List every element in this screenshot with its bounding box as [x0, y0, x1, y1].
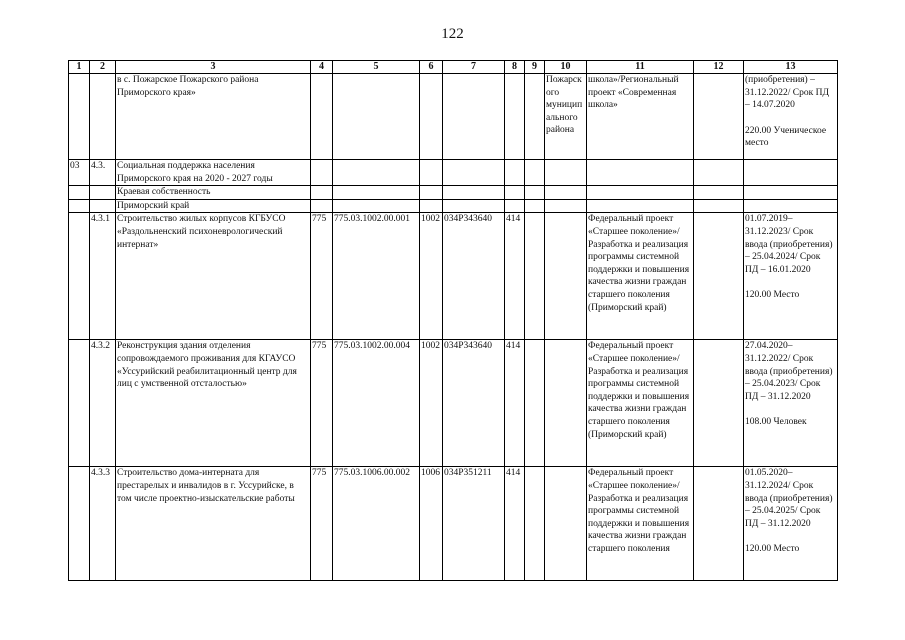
cell-col2: 4.3. — [90, 160, 116, 186]
cell-col12 — [694, 213, 744, 340]
cell-dates — [744, 467, 838, 581]
cell-name: Реконструкция здания отделения сопровождаемого проживания для КГАУСО «Уссурийский реабилитационный центр для лиц с умственной отсталостью» — [116, 340, 311, 467]
cell-col8: 414 — [505, 213, 525, 340]
cell-municipality — [545, 186, 587, 200]
cell-col4: 775 — [311, 340, 333, 467]
cell-col5 — [333, 160, 420, 186]
table-row — [69, 199, 838, 213]
cell-dates-text: 27.04.2020–31.12.2022/ Срок ввода (приобретения) – 25.04.2023/ Срок ПД – 31.12.2020 — [745, 341, 833, 402]
cell-col7: 034Р343640 — [443, 340, 505, 467]
cell-col9 — [525, 199, 545, 213]
cell-col4: 775 — [311, 467, 333, 581]
cell-capacity: 220.00 Ученическое место — [745, 125, 827, 149]
cell-dates — [744, 74, 838, 160]
column-header: 2 — [90, 61, 116, 74]
column-header: 7 — [443, 61, 505, 74]
cell-col5 — [333, 74, 420, 160]
cell-col2: 4.3.1 — [90, 213, 116, 340]
cell-col12 — [694, 340, 744, 467]
cell-col8: 414 — [505, 467, 525, 581]
column-header: 6 — [420, 61, 443, 74]
cell-col4 — [311, 74, 333, 160]
cell-col9 — [525, 186, 545, 200]
cell-dates — [744, 213, 838, 340]
cell-col12 — [694, 467, 744, 581]
column-header: 12 — [694, 61, 744, 74]
cell-col1 — [69, 186, 90, 200]
cell-dates — [744, 186, 838, 200]
table-row — [69, 340, 838, 467]
column-header: 5 — [333, 61, 420, 74]
column-header: 11 — [587, 61, 694, 74]
cell-dates-text: 01.05.2020–31.12.2024/ Срок ввода (приобретения) – 25.04.2025/ Срок ПД – 31.12.2020 — [745, 468, 833, 529]
cell-project: Федеральный проект «Старшее поколение»/Разработка и реализация программы системной поддержки и повышения качества жизни граждан старшего поколения — [587, 467, 694, 581]
cell-col7 — [443, 160, 505, 186]
cell-col6 — [420, 74, 443, 160]
cell-col7: 034Р351211 — [443, 467, 505, 581]
cell-municipality — [545, 340, 587, 467]
cell-col2: 4.3.2 — [90, 340, 116, 467]
cell-col7: 034Р343640 — [443, 213, 505, 340]
cell-col1 — [69, 74, 90, 160]
cell-col1 — [69, 213, 90, 340]
cell-municipality — [545, 467, 587, 581]
cell-col5: 775.03.1002.00.001 — [333, 213, 420, 340]
cell-name: Краевая собственность — [116, 186, 311, 200]
column-header: 8 — [505, 61, 525, 74]
cell-project: Федеральный проект «Старшее поколение»/Разработка и реализация программы системной поддержки и повышения качества жизни граждан старшего поколения (Приморский край) — [587, 213, 694, 340]
cell-col7 — [443, 186, 505, 200]
cell-project — [587, 199, 694, 213]
table-row — [69, 160, 838, 186]
cell-col5: 775.03.1002.00.004 — [333, 340, 420, 467]
cell-capacity: 120.00 Место — [745, 290, 800, 301]
cell-col7 — [443, 74, 505, 160]
cell-project — [587, 186, 694, 200]
column-header: 9 — [525, 61, 545, 74]
cell-name: Приморский край — [116, 199, 311, 213]
cell-col9 — [525, 160, 545, 186]
cell-col8 — [505, 186, 525, 200]
cell-name: Строительство дома-интерната для престарелых и инвалидов в г. Уссурийске, в том числе проектно-изыскательские работы — [116, 467, 311, 581]
cell-project: школа»/Региональный проект «Современная школа» — [587, 74, 694, 160]
cell-col6: 1006 — [420, 467, 443, 581]
cell-col2 — [90, 186, 116, 200]
cell-col2 — [90, 199, 116, 213]
table-row — [69, 467, 838, 581]
cell-col7 — [443, 199, 505, 213]
cell-col5: 775.03.1006.00.002 — [333, 467, 420, 581]
cell-dates — [744, 199, 838, 213]
cell-col2 — [90, 74, 116, 160]
column-header: 10 — [545, 61, 587, 74]
cell-col12 — [694, 186, 744, 200]
page-number: 122 — [441, 26, 464, 42]
cell-name: в с. Пожарское Пожарского района Приморского края» — [116, 74, 311, 160]
cell-col4 — [311, 186, 333, 200]
cell-col9 — [525, 467, 545, 581]
cell-col6 — [420, 186, 443, 200]
cell-col5 — [333, 186, 420, 200]
cell-dates — [744, 160, 838, 186]
column-header: 3 — [116, 61, 311, 74]
cell-name: Социальная поддержка населения Приморского края на 2020 - 2027 годы — [116, 160, 311, 186]
cell-dates-text: 01.07.2019–31.12.2023/ Срок ввода (приобретения) – 25.04.2024/ Срок ПД – 16.01.2020 — [745, 214, 833, 275]
cell-col8 — [505, 160, 525, 186]
cell-municipality — [545, 199, 587, 213]
cell-col1 — [69, 199, 90, 213]
table-header-row — [69, 61, 838, 74]
cell-dates — [744, 340, 838, 467]
cell-capacity: 108.00 Человек — [745, 417, 807, 428]
cell-name: Строительство жилых корпусов КГБУСО «Раздольненский психоневрологический интернат» — [116, 213, 311, 340]
column-header: 4 — [311, 61, 333, 74]
cell-col1 — [69, 467, 90, 581]
cell-col1 — [69, 340, 90, 467]
cell-col9 — [525, 340, 545, 467]
cell-col6 — [420, 160, 443, 186]
cell-col12 — [694, 160, 744, 186]
column-header: 1 — [69, 61, 90, 74]
cell-col8 — [505, 74, 525, 160]
cell-col8 — [505, 199, 525, 213]
program-table — [68, 60, 838, 581]
cell-municipality — [545, 213, 587, 340]
cell-col12 — [694, 199, 744, 213]
cell-col4: 775 — [311, 213, 333, 340]
cell-col4 — [311, 199, 333, 213]
cell-col2: 4.3.3 — [90, 467, 116, 581]
column-header: 13 — [744, 61, 838, 74]
cell-col5 — [333, 199, 420, 213]
cell-capacity: 120.00 Место — [745, 544, 800, 555]
cell-col9 — [525, 213, 545, 340]
table-row — [69, 186, 838, 200]
cell-col1: 03 — [69, 160, 90, 186]
cell-project: Федеральный проект «Старшее поколение»/Разработка и реализация программы системной поддержки и повышения качества жизни граждан старшего поколения (Приморский край) — [587, 340, 694, 467]
cell-col6: 1002 — [420, 340, 443, 467]
cell-project — [587, 160, 694, 186]
cell-dates-text: (приобретения) – 31.12.2022/ Срок ПД – 14.07.2020 — [745, 75, 829, 111]
cell-municipality: Пожарского муниципального района — [545, 74, 587, 160]
cell-col4 — [311, 160, 333, 186]
cell-col6 — [420, 199, 443, 213]
cell-col9 — [525, 74, 545, 160]
table-row — [69, 213, 838, 340]
cell-col8: 414 — [505, 340, 525, 467]
cell-col6: 1002 — [420, 213, 443, 340]
table-row — [69, 74, 838, 160]
cell-col12 — [694, 74, 744, 160]
cell-municipality — [545, 160, 587, 186]
